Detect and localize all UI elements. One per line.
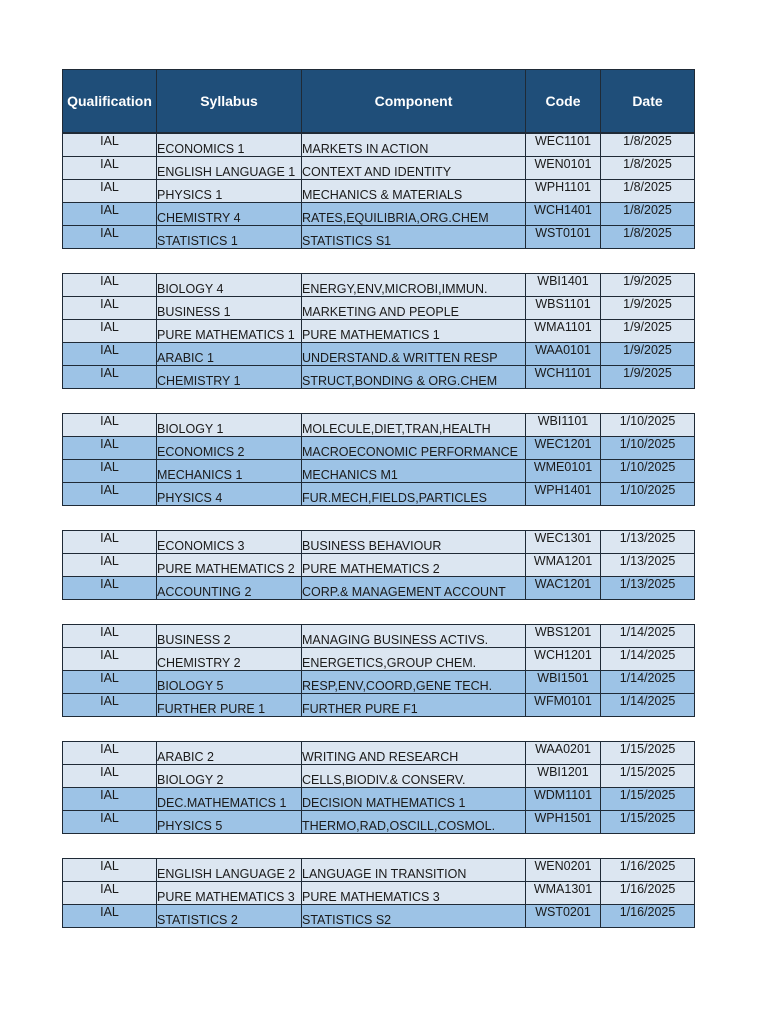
cell-syllabus: ENGLISH LANGUAGE 2 (157, 859, 302, 882)
cell-syllabus: CHEMISTRY 2 (157, 648, 302, 671)
table-row (63, 134, 695, 157)
table-row (63, 905, 695, 928)
group-spacer (62, 389, 694, 413)
cell-qualification: IAL (63, 577, 157, 600)
cell-code: WPH1101 (526, 180, 601, 203)
header-component: Component (302, 70, 526, 133)
cell-date: 1/16/2025 (601, 905, 695, 928)
cell-syllabus: ENGLISH LANGUAGE 1 (157, 157, 302, 180)
cell-code: WCH1201 (526, 648, 601, 671)
cell-date: 1/16/2025 (601, 859, 695, 882)
header-qualification: Qualification (63, 70, 157, 133)
cell-code: WMA1101 (526, 320, 601, 343)
cell-syllabus: BUSINESS 1 (157, 297, 302, 320)
cell-component: CORP.& MANAGEMENT ACCOUNT (302, 577, 526, 600)
table-row (63, 414, 695, 437)
cell-component: MACROECONOMIC PERFORMANCE (302, 437, 526, 460)
table-row (63, 671, 695, 694)
cell-component: STATISTICS S2 (302, 905, 526, 928)
cell-qualification: IAL (63, 180, 157, 203)
cell-code: WPH1501 (526, 811, 601, 834)
cell-syllabus: ARABIC 2 (157, 742, 302, 765)
cell-qualification: IAL (63, 274, 157, 297)
table-row (63, 788, 695, 811)
table-row (63, 765, 695, 788)
table-row (63, 157, 695, 180)
cell-date: 1/10/2025 (601, 437, 695, 460)
cell-code: WBI1101 (526, 414, 601, 437)
table-row (63, 180, 695, 203)
cell-code: WST0201 (526, 905, 601, 928)
cell-code: WPH1401 (526, 483, 601, 506)
cell-syllabus: BIOLOGY 5 (157, 671, 302, 694)
cell-syllabus: ECONOMICS 1 (157, 134, 302, 157)
cell-syllabus: BIOLOGY 1 (157, 414, 302, 437)
cell-syllabus: ECONOMICS 2 (157, 437, 302, 460)
cell-code: WME0101 (526, 460, 601, 483)
cell-date: 1/9/2025 (601, 343, 695, 366)
header-code: Code (526, 70, 601, 133)
cell-code: WEC1101 (526, 134, 601, 157)
cell-date: 1/10/2025 (601, 483, 695, 506)
cell-syllabus: ECONOMICS 3 (157, 531, 302, 554)
cell-syllabus: PHYSICS 5 (157, 811, 302, 834)
cell-code: WEC1301 (526, 531, 601, 554)
cell-code: WDM1101 (526, 788, 601, 811)
cell-component: BUSINESS BEHAVIOUR (302, 531, 526, 554)
cell-date: 1/8/2025 (601, 203, 695, 226)
cell-syllabus: PHYSICS 1 (157, 180, 302, 203)
group-spacer (62, 506, 694, 530)
cell-date: 1/13/2025 (601, 531, 695, 554)
exam-day-group (62, 133, 695, 249)
cell-component: MOLECULE,DIET,TRAN,HEALTH (302, 414, 526, 437)
group-spacer (62, 834, 694, 858)
table-row (63, 297, 695, 320)
cell-component: FURTHER PURE F1 (302, 694, 526, 717)
cell-component: PURE MATHEMATICS 1 (302, 320, 526, 343)
cell-component: FUR.MECH,FIELDS,PARTICLES (302, 483, 526, 506)
table-row (63, 648, 695, 671)
exam-day-group (62, 741, 695, 834)
cell-qualification: IAL (63, 859, 157, 882)
cell-syllabus: PURE MATHEMATICS 3 (157, 882, 302, 905)
table-row (63, 531, 695, 554)
cell-qualification: IAL (63, 905, 157, 928)
exam-day-group (62, 624, 695, 717)
cell-date: 1/14/2025 (601, 648, 695, 671)
exam-timetable (62, 69, 694, 928)
table-row (63, 625, 695, 648)
header-date: Date (601, 70, 695, 133)
table-row (63, 203, 695, 226)
table-row (63, 483, 695, 506)
cell-code: WEN0201 (526, 859, 601, 882)
table-row (63, 577, 695, 600)
exam-day-group (62, 413, 695, 506)
table-row (63, 460, 695, 483)
cell-qualification: IAL (63, 765, 157, 788)
cell-syllabus: BUSINESS 2 (157, 625, 302, 648)
cell-date: 1/8/2025 (601, 134, 695, 157)
table-row (63, 811, 695, 834)
cell-syllabus: CHEMISTRY 4 (157, 203, 302, 226)
cell-component: CONTEXT AND IDENTITY (302, 157, 526, 180)
cell-syllabus: STATISTICS 1 (157, 226, 302, 249)
cell-component: MECHANICS & MATERIALS (302, 180, 526, 203)
cell-qualification: IAL (63, 742, 157, 765)
exam-day-group (62, 858, 695, 928)
cell-syllabus: ACCOUNTING 2 (157, 577, 302, 600)
cell-component: MARKETS IN ACTION (302, 134, 526, 157)
cell-component: ENERGETICS,GROUP CHEM. (302, 648, 526, 671)
cell-date: 1/16/2025 (601, 882, 695, 905)
group-spacer (62, 717, 694, 741)
cell-date: 1/10/2025 (601, 460, 695, 483)
cell-component: PURE MATHEMATICS 3 (302, 882, 526, 905)
cell-date: 1/15/2025 (601, 788, 695, 811)
cell-component: LANGUAGE IN TRANSITION (302, 859, 526, 882)
exam-day-group (62, 530, 695, 600)
cell-date: 1/13/2025 (601, 577, 695, 600)
cell-date: 1/8/2025 (601, 180, 695, 203)
table-row (63, 366, 695, 389)
cell-component: MARKETING AND PEOPLE (302, 297, 526, 320)
table-row (63, 882, 695, 905)
exam-day-group (62, 273, 695, 389)
table-row (63, 554, 695, 577)
table-row (63, 437, 695, 460)
cell-syllabus: CHEMISTRY 1 (157, 366, 302, 389)
header-syllabus: Syllabus (157, 70, 302, 133)
timetable-header-table (62, 69, 695, 133)
cell-code: WEC1201 (526, 437, 601, 460)
cell-code: WCH1101 (526, 366, 601, 389)
cell-date: 1/15/2025 (601, 765, 695, 788)
cell-qualification: IAL (63, 460, 157, 483)
cell-code: WAA0101 (526, 343, 601, 366)
cell-date: 1/8/2025 (601, 226, 695, 249)
cell-component: MANAGING BUSINESS ACTIVS. (302, 625, 526, 648)
table-row (63, 742, 695, 765)
cell-code: WBS1201 (526, 625, 601, 648)
cell-date: 1/9/2025 (601, 366, 695, 389)
cell-qualification: IAL (63, 671, 157, 694)
cell-component: DECISION MATHEMATICS 1 (302, 788, 526, 811)
cell-qualification: IAL (63, 554, 157, 577)
cell-component: RESP,ENV,COORD,GENE TECH. (302, 671, 526, 694)
cell-syllabus: PHYSICS 4 (157, 483, 302, 506)
cell-qualification: IAL (63, 648, 157, 671)
cell-date: 1/15/2025 (601, 811, 695, 834)
table-row (63, 694, 695, 717)
cell-component: PURE MATHEMATICS 2 (302, 554, 526, 577)
cell-qualification: IAL (63, 694, 157, 717)
cell-component: STRUCT,BONDING & ORG.CHEM (302, 366, 526, 389)
cell-date: 1/13/2025 (601, 554, 695, 577)
cell-component: UNDERSTAND.& WRITTEN RESP (302, 343, 526, 366)
timetable-groups (62, 133, 694, 928)
cell-component: MECHANICS M1 (302, 460, 526, 483)
cell-code: WMA1201 (526, 554, 601, 577)
cell-component: CELLS,BIODIV.& CONSERV. (302, 765, 526, 788)
cell-date: 1/14/2025 (601, 671, 695, 694)
cell-code: WCH1401 (526, 203, 601, 226)
cell-syllabus: MECHANICS 1 (157, 460, 302, 483)
table-row (63, 226, 695, 249)
cell-code: WST0101 (526, 226, 601, 249)
cell-qualification: IAL (63, 788, 157, 811)
cell-syllabus: BIOLOGY 4 (157, 274, 302, 297)
cell-qualification: IAL (63, 203, 157, 226)
table-row (63, 320, 695, 343)
cell-code: WBI1201 (526, 765, 601, 788)
cell-qualification: IAL (63, 625, 157, 648)
cell-component: ENERGY,ENV,MICROBI,IMMUN. (302, 274, 526, 297)
cell-qualification: IAL (63, 320, 157, 343)
table-row (63, 274, 695, 297)
cell-syllabus: DEC.MATHEMATICS 1 (157, 788, 302, 811)
cell-date: 1/14/2025 (601, 625, 695, 648)
cell-syllabus: FURTHER PURE 1 (157, 694, 302, 717)
cell-syllabus: BIOLOGY 2 (157, 765, 302, 788)
table-row (63, 343, 695, 366)
cell-qualification: IAL (63, 811, 157, 834)
group-spacer (62, 600, 694, 624)
cell-qualification: IAL (63, 437, 157, 460)
cell-syllabus: PURE MATHEMATICS 2 (157, 554, 302, 577)
cell-code: WAC1201 (526, 577, 601, 600)
cell-qualification: IAL (63, 531, 157, 554)
cell-qualification: IAL (63, 343, 157, 366)
cell-date: 1/8/2025 (601, 157, 695, 180)
cell-component: STATISTICS S1 (302, 226, 526, 249)
cell-code: WMA1301 (526, 882, 601, 905)
cell-component: THERMO,RAD,OSCILL,COSMOL. (302, 811, 526, 834)
cell-qualification: IAL (63, 297, 157, 320)
cell-qualification: IAL (63, 882, 157, 905)
cell-code: WBI1501 (526, 671, 601, 694)
cell-syllabus: PURE MATHEMATICS 1 (157, 320, 302, 343)
cell-component: WRITING AND RESEARCH (302, 742, 526, 765)
cell-code: WBS1101 (526, 297, 601, 320)
cell-qualification: IAL (63, 414, 157, 437)
cell-syllabus: STATISTICS 2 (157, 905, 302, 928)
cell-component: RATES,EQUILIBRIA,ORG.CHEM (302, 203, 526, 226)
cell-qualification: IAL (63, 226, 157, 249)
table-row (63, 859, 695, 882)
cell-code: WAA0201 (526, 742, 601, 765)
cell-qualification: IAL (63, 157, 157, 180)
cell-code: WBI1401 (526, 274, 601, 297)
cell-code: WEN0101 (526, 157, 601, 180)
cell-date: 1/9/2025 (601, 320, 695, 343)
header-row (63, 70, 695, 133)
cell-date: 1/14/2025 (601, 694, 695, 717)
cell-date: 1/9/2025 (601, 274, 695, 297)
cell-date: 1/15/2025 (601, 742, 695, 765)
group-spacer (62, 249, 694, 273)
cell-date: 1/10/2025 (601, 414, 695, 437)
cell-qualification: IAL (63, 134, 157, 157)
cell-qualification: IAL (63, 366, 157, 389)
cell-qualification: IAL (63, 483, 157, 506)
cell-syllabus: ARABIC 1 (157, 343, 302, 366)
cell-code: WFM0101 (526, 694, 601, 717)
cell-date: 1/9/2025 (601, 297, 695, 320)
